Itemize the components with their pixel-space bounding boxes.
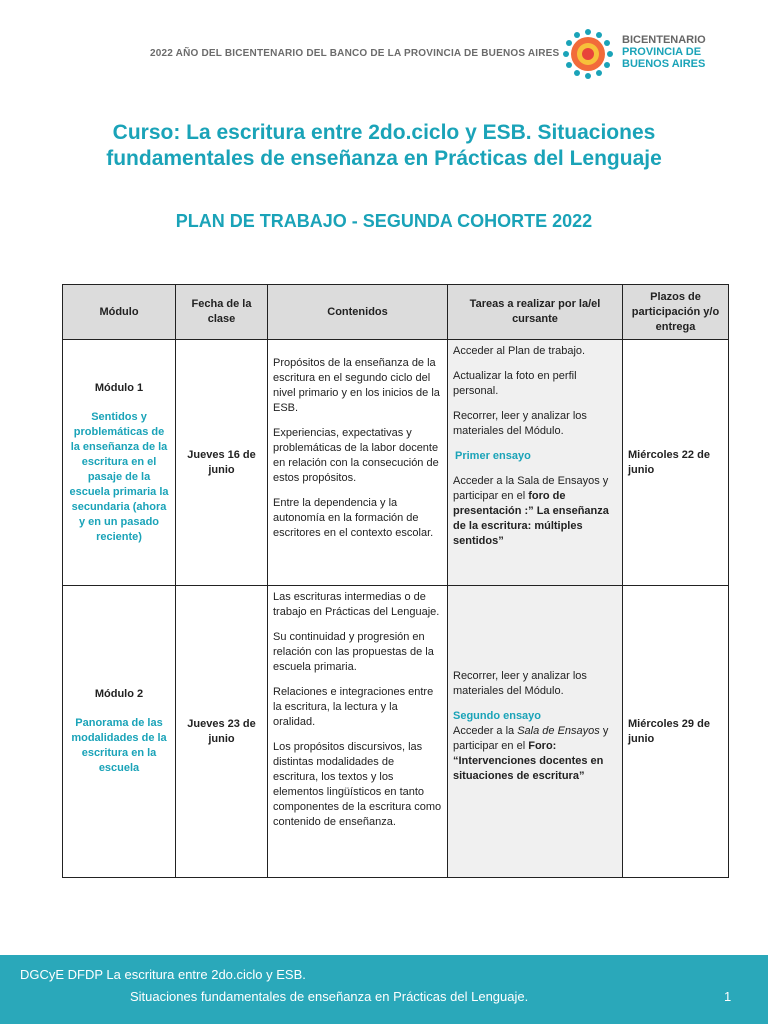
deadline-cell: Miércoles 29 de junio (623, 586, 729, 878)
task-text: y participar en el (453, 725, 609, 752)
task-item: Recorrer, leer y analizar los materiales del Módulo. (453, 670, 587, 697)
header-fecha: Fecha de la clase (176, 285, 268, 340)
logo-text-line2: PROVINCIA DE (622, 46, 702, 58)
content-item: Las escrituras intermedias o de trabajo en Prácticas del Lenguaje. (273, 591, 440, 618)
header-contenidos: Contenidos (268, 285, 448, 340)
forum-link[interactable]: Foro: “Intervenciones docentes en situaciones de escritura” (453, 740, 604, 782)
contents-cell (268, 586, 448, 878)
footer-line1: DGCyE DFDP La escritura entre 2do.ciclo y ESB. (20, 967, 306, 982)
module-description: Panorama de las modalidades de la escritura en la escuela (71, 717, 167, 774)
task-item (453, 724, 617, 784)
forum-link[interactable]: foro de presentación :” La enseñanza de la escritura: múltiples sentidos” (453, 490, 609, 547)
plan-subtitle: PLAN DE TRABAJO - SEGUNDA COHORTE 2022 (175, 211, 593, 231)
table-header-row (63, 285, 729, 340)
module-title: Módulo 1 (94, 381, 144, 394)
logo-text (622, 34, 706, 70)
task-item: Actualizar la foto en perfil personal. (453, 370, 577, 397)
tasks-cell (448, 340, 623, 586)
header-plazos: Plazos de participación y/o entrega (623, 285, 729, 340)
module-description: Sentidos y problemáticas de la enseñanza de la escritura en el pasaje de la escuela primaria la secundaria (ahora y en un pasado reciente) (69, 410, 169, 543)
task-text: Acceder a la (453, 725, 518, 737)
deadline-cell: Miércoles 22 de junio (623, 340, 729, 586)
course-title-line2: fundamentales de enseñanza en Prácticas del Lenguaje (106, 147, 662, 170)
content-item: Los propósitos discursivos, las distintas modalidades de escritura, los textos y los elementos lingüísticos en tanto componentes de la escritura como contenido de enseñanza. (273, 741, 442, 828)
table-row (63, 586, 729, 878)
logo-text-line3: BUENOS AIRES (622, 58, 706, 70)
content-item: Relaciones e integraciones entre la escritura, la lectura y la oralidad. (273, 686, 434, 728)
date-cell: Jueves 23 de junio (176, 586, 268, 878)
logo-text-line1: BICENTENARIO (622, 34, 706, 46)
header-modulo: Módulo (63, 285, 176, 340)
content-item: Entre la dependencia y la autonomía en la formación de escritores en el contexto escolar. (273, 497, 434, 539)
footer-line2: Situaciones fundamentales de enseñanza en Prácticas del Lenguaje. (130, 989, 529, 1004)
tasks-cell (448, 586, 623, 878)
course-title (40, 120, 728, 172)
task-item: Acceder al Plan de trabajo. (453, 345, 586, 357)
date-cell: Jueves 16 de junio (176, 340, 268, 586)
essay-label: Primer ensayo (455, 450, 531, 462)
page-number: 1 (724, 989, 732, 1004)
bicentenario-logo-icon (562, 28, 614, 80)
page-footer (0, 955, 768, 1024)
module-cell (63, 340, 176, 586)
content-item: Experiencias, expectativas y problemáticas de la labor docente en relación con la consecución de estos propósitos. (273, 427, 439, 484)
content-item: Propósitos de la enseñanza de la escritura en el segundo ciclo del nivel primario y en los inicios de la ESB. (273, 357, 440, 414)
module-title: Módulo 2 (94, 688, 144, 700)
contents-cell (268, 340, 448, 586)
task-text: Acceder a la Sala de Ensayos y participar en el (453, 475, 609, 502)
work-plan-table (62, 284, 729, 878)
task-item (453, 474, 617, 549)
course-title-line1: Curso: La escritura entre 2do.ciclo y ESB. Situaciones (112, 121, 656, 144)
task-item: Recorrer, leer y analizar los materiales del Módulo. (453, 410, 587, 437)
table-row (63, 340, 729, 586)
content-item: Su continuidad y progresión en relación con las propuestas de la escuela primaria. (273, 631, 434, 673)
header-line: 2022 AÑO DEL BICENTENARIO DEL BANCO DE LA PROVINCIA DE BUENOS AIRES (150, 48, 560, 59)
header-tareas: Tareas a realizar por la/el cursante (448, 285, 623, 340)
room-name: Sala de Ensayos (517, 725, 600, 737)
essay-label: Segundo ensayo (453, 710, 542, 722)
module-cell (63, 586, 176, 878)
